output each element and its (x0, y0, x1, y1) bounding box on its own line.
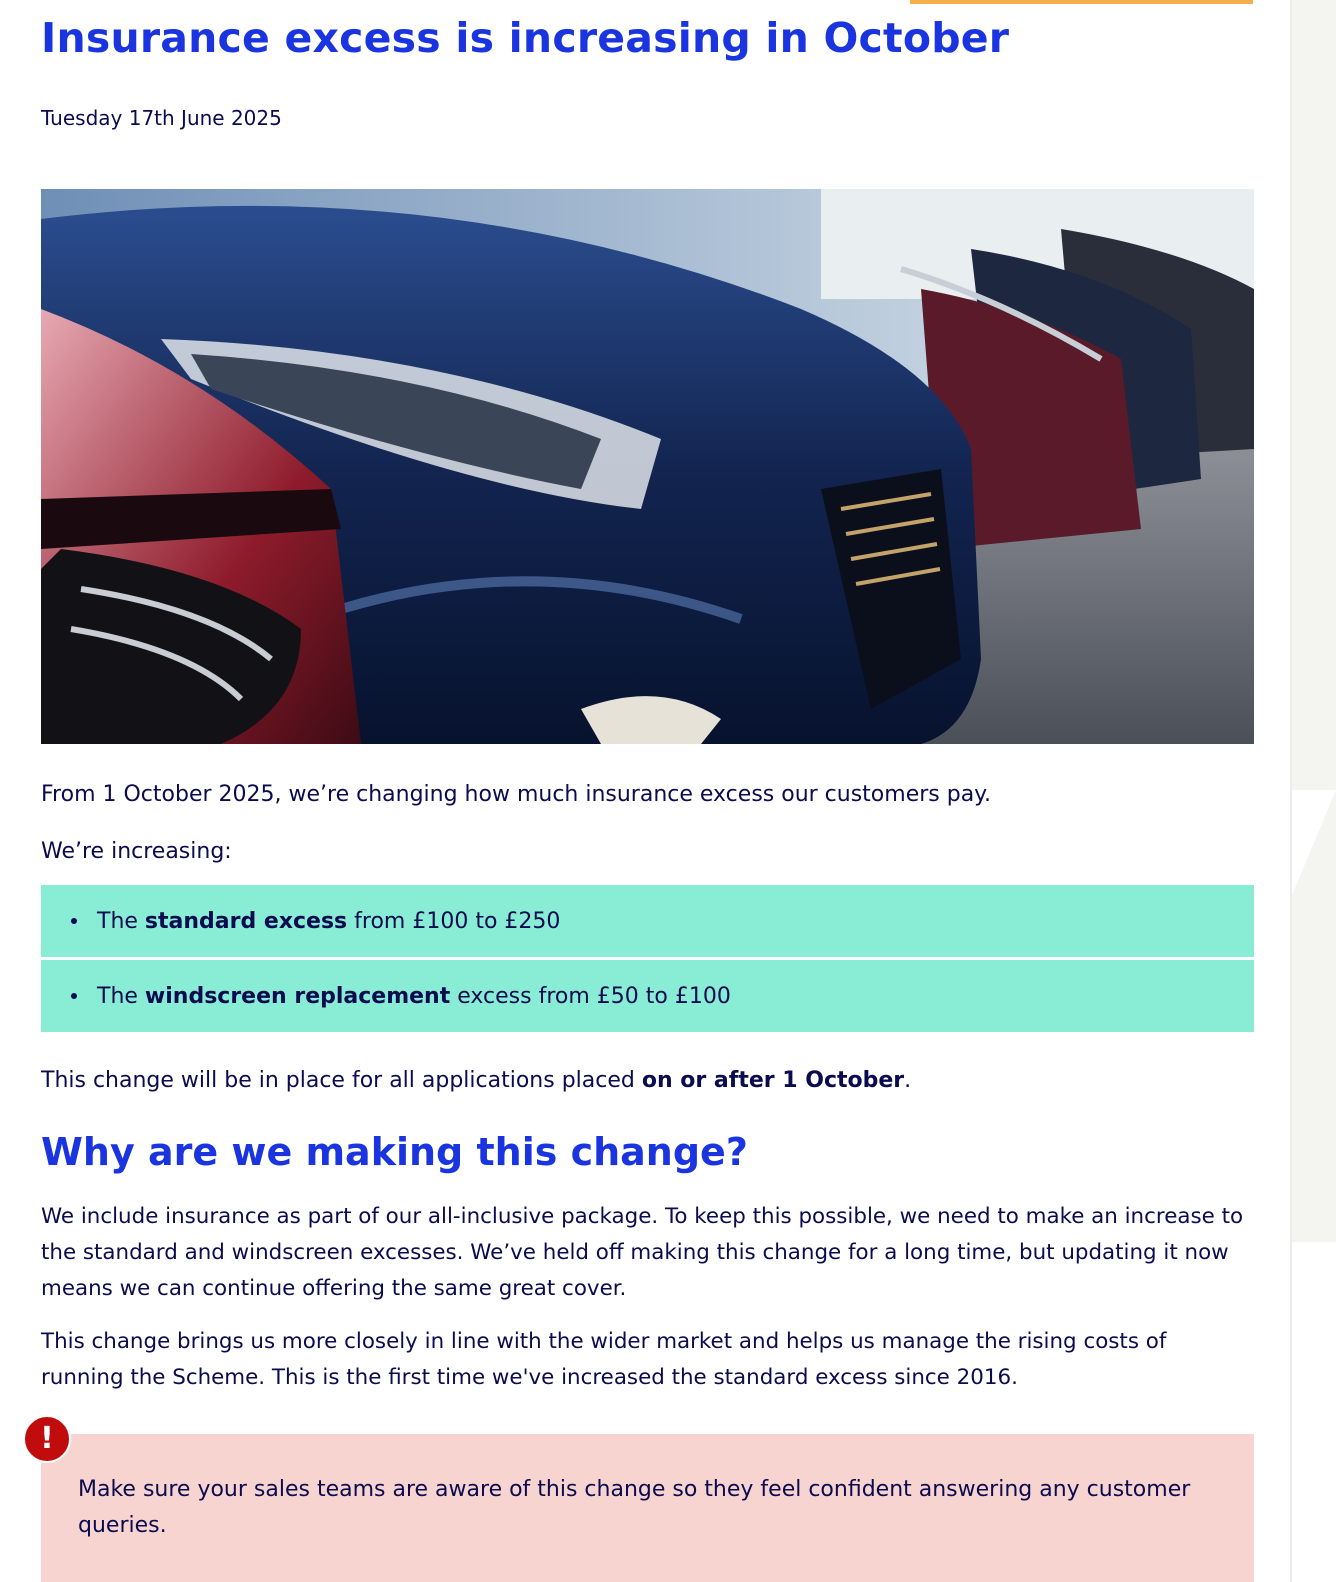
list-item-prefix: The (97, 983, 145, 1009)
list-item-windscreen-excess (41, 960, 1254, 1032)
effective-date-text (41, 1063, 1254, 1099)
bullet-icon (71, 993, 77, 999)
article-title: Insurance excess is increasing in October (41, 14, 1010, 62)
list-item-bold: standard excess (144, 908, 348, 934)
exclamation-circle-icon: ! (23, 1415, 71, 1463)
list-item-suffix: from £100 to £250 (347, 908, 561, 934)
article-date: Tuesday 17th June 2025 (41, 106, 282, 130)
side-panel-notch (1290, 790, 1336, 900)
list-item-prefix: The (97, 908, 145, 934)
bullet-icon (71, 918, 77, 924)
side-panel (1290, 0, 1336, 1242)
alert-box (41, 1434, 1254, 1582)
list-item-bold: windscreen replacement (144, 983, 451, 1009)
hero-image (41, 189, 1254, 744)
excess-changes-list (41, 885, 1254, 1032)
intro-text: From 1 October 2025, we’re changing how much insurance excess our customers pay. (41, 782, 992, 807)
alert-text: Make sure your sales teams are aware of this change so they feel confident answering any customer queries. (78, 1477, 1191, 1538)
hero-image-cars (41, 189, 1254, 744)
page-edge (1290, 0, 1292, 1582)
header-accent-bar (910, 0, 1253, 4)
why-paragraph-1: We include insurance as part of our all-inclusive package. To keep this possible, we need to make an increase to the standard and windscreen excesses. We’ve held off making this change for a long time, but updating it now means we can continue offering the same great cover. (41, 1204, 1244, 1301)
list-item-standard-excess (41, 885, 1254, 957)
effective-suffix: . (904, 1068, 912, 1093)
effective-bold: on or after 1 October (641, 1068, 905, 1093)
why-heading: Why are we making this change? (41, 1130, 748, 1174)
page-side-background (1290, 0, 1336, 1582)
increasing-label: We’re increasing: (41, 839, 232, 864)
why-paragraph-2: This change brings us more closely in line with the wider market and helps us manage the rising costs of running the Scheme. This is the first time we've increased the standard excess since 2016. (41, 1329, 1167, 1390)
list-item-suffix: excess from £50 to £100 (450, 983, 731, 1009)
effective-prefix: This change will be in place for all applications placed (41, 1068, 642, 1093)
